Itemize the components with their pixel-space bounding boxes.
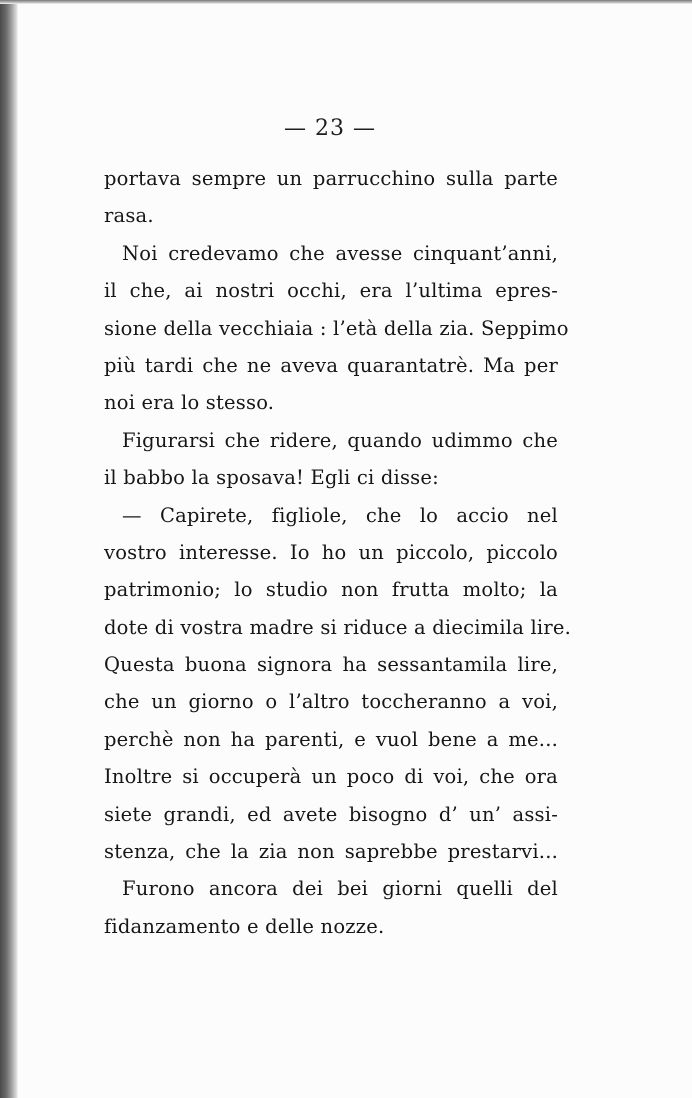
text-line: il che, ai nostri occhi, era l’ultima epres- [104,279,558,303]
paragraph-start-line: Figurarsi che ridere, quando udimmo che [122,428,558,452]
text-line: siete grandi, ed avete bisogno d’ un’ assi- [104,802,558,826]
text-line: più tardi che ne aveva quarantatrè. Ma per [104,353,558,377]
text-line: perchè non ha parenti, e vuol bene a me... [104,727,558,751]
page-top-edge [0,0,692,4]
text-line: Inoltre si occuperà un poco di voi, che ora [104,765,558,789]
text-line: sione della vecchiaia : l’età della zia. Seppimo [104,316,569,340]
page-binding-shadow [0,0,18,1098]
page-number: — 23 — [284,116,376,141]
text-line: portava sempre un parrucchino sulla parte [104,167,558,190]
text-line: noi era lo stesso. [104,391,275,415]
text-line: dote di vostra madre si riduce a diecimila lire. [104,615,571,639]
body-text [104,160,571,945]
text-line: stenza, che la zia non saprebbe prestarvi... [104,840,558,864]
text-line: che un giorno o l’altro toccheranno a voi, [104,690,558,714]
dialogue-start-line: — Capirete, figliole, che lo accio nel [122,503,558,527]
text-line: il babbo la sposava! Egli ci disse: [104,466,439,490]
text-line: fidanzamento e delle nozze. [104,914,385,938]
paragraph-start-line: Furono ancora dei bei giorni quelli del [122,877,558,901]
text-line: patrimonio; lo studio non frutta molto; la [104,578,558,602]
paragraph-start-line: Noi credevamo che avesse cinquant’anni, [122,241,558,265]
text-line: vostro interesse. Io ho un piccolo, piccolo [104,540,558,564]
text-line: Questa buona signora ha sessantamila lire, [104,653,558,677]
text-line: rasa. [104,204,154,228]
